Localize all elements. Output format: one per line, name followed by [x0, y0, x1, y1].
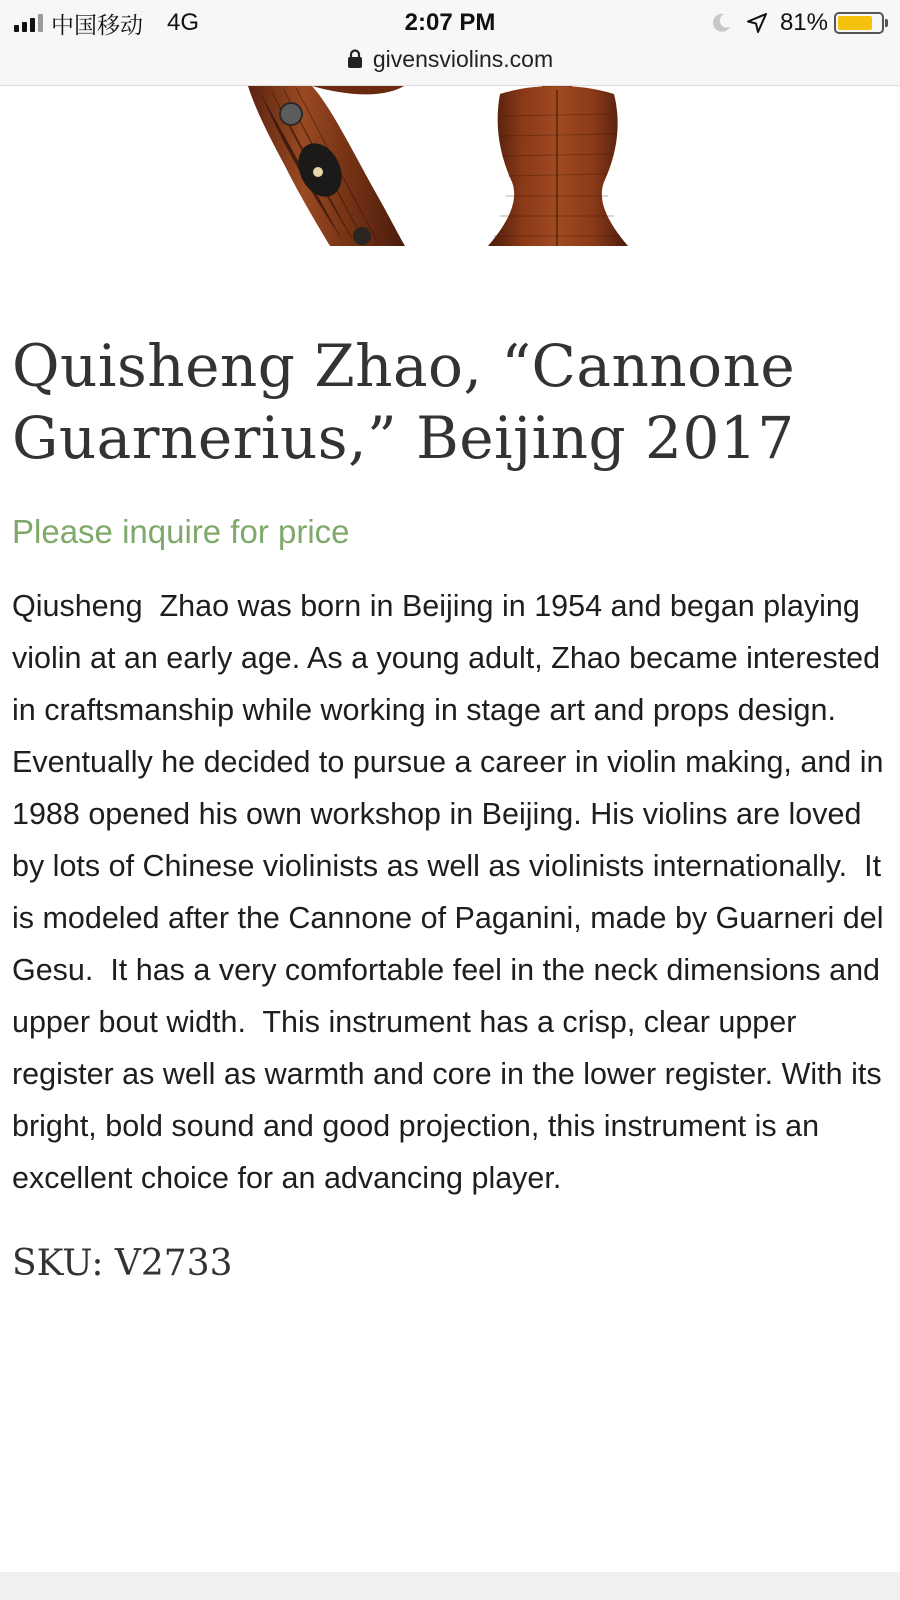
location-arrow-icon: [746, 12, 768, 34]
battery-fill: [838, 16, 872, 30]
violin-images: [0, 86, 900, 246]
product-image-gallery[interactable]: [0, 86, 900, 246]
url-text[interactable]: givensviolins.com: [372, 45, 554, 72]
status-right: [710, 8, 888, 38]
product-description: Qiusheng Zhao was born in Beijing in 1954 and began playing violin at an early age. As a young adult, Zhao became interested in craftsmanship while working in stage art and props design. Eventually he decided to pursue a career in violin making, and in 1988 opened his own workshop in Beijing. His violins are loved by lots of Chinese violinists as well as violinists internationally. It is modeled after the Cannone of Paganini, made by Guarneri del Gesu. It has a very comfortable feel in the neck dimensions and upper bout width. This instrument has a crisp, clear upper register as well as warmth and core in the lower register. With its bright, bold sound and good projection, this instrument is an excellent choice for an advancing player.: [12, 589, 892, 1195]
product-title: Quisheng Zhao, “Cannone Guarnerius,” Beijing 2017: [12, 332, 796, 472]
lock-icon: [347, 49, 363, 69]
carrier-name: 中国移动: [51, 12, 143, 39]
product-sku: SKU: V2733: [12, 1243, 233, 1284]
product-details: [12, 330, 892, 1286]
status-bar: [0, 0, 900, 86]
url-bar[interactable]: [0, 44, 900, 74]
violin-back-image[interactable]: [488, 86, 628, 246]
moon-icon: [710, 12, 732, 34]
price-inquiry-note: Please inquire for price: [12, 513, 350, 550]
violin-scroll-image[interactable]: [248, 86, 405, 246]
status-time: 2:07 PM: [404, 9, 496, 36]
battery-percentage: 81%: [779, 9, 828, 36]
footer-band: [0, 1572, 900, 1600]
network-type: 4G: [167, 9, 200, 36]
battery-icon: [834, 12, 884, 34]
battery-nub: [885, 19, 888, 27]
